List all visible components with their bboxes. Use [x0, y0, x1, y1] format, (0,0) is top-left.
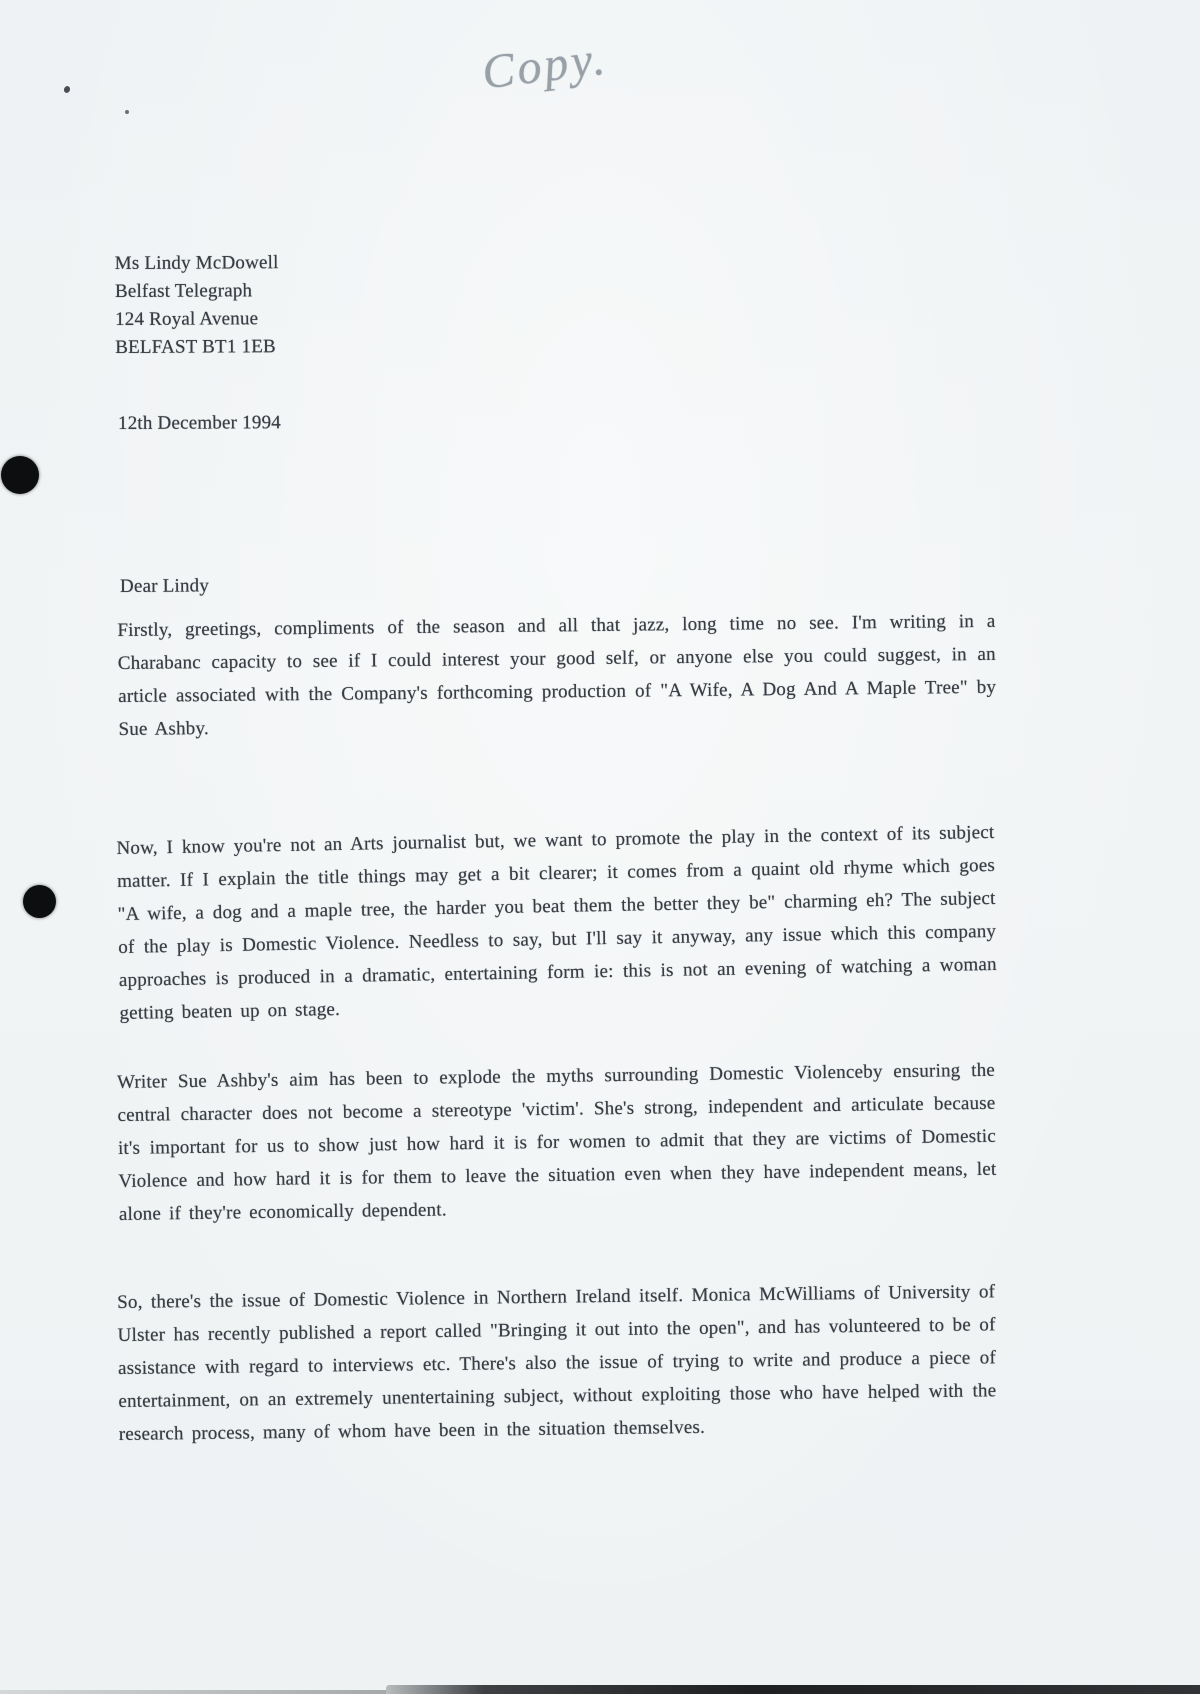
handwritten-copy-note: Copy. [479, 31, 611, 100]
address-line-street: 124 Royal Avenue [115, 308, 259, 330]
address-line-city: BELFAST BT1 1EB [115, 336, 276, 358]
address-line-org: Belfast Telegraph [114, 280, 253, 303]
scan-edge-shadow-left [0, 1690, 386, 1694]
scan-edge-shadow [386, 1685, 1200, 1694]
hole-punch-mark-top [1, 456, 39, 494]
address-line-name: Ms Lindy McDowell [114, 252, 279, 275]
recipient-address [115, 249, 279, 362]
body-paragraph-3: Writer Sue Ashby's aim has been to explode the myths surrounding Domestic Violenceby ensuring the central character does not become a stereotype 'victim'. She's strong, independent and articulate because it's important for us to show just how hard it is for women to admit that they are victims of Domestic Violence and how hard it is for them to leave the situation even when they have independent means, let alone if they're economically dependent. [116, 1059, 997, 1225]
body-paragraph-4: So, there's the issue of Domestic Violence in Northern Ireland itself. Monica McWilliams of University of Ulster has recently published a report called "Bringing it out into the open", and has volunteered to be of assistance with regard to interviews etc. There's also the issue of trying to write and produce a piece of entertainment, on an extremely unentertaining subject, without exploiting those who have helped with the research process, many of whom have been in the situation themselves. [117, 1281, 997, 1445]
hole-punch-mark-bottom [23, 885, 56, 918]
ink-speck [63, 85, 71, 94]
ink-speck [125, 110, 129, 114]
body-paragraph-1: Firstly, greetings, compliments of the season and all that jazz, long time no see. I'm writing in a Charabanc capacity to see if I could interest your good self, or anyone else you could suggest, in an article associated with the Company's forthcoming production of "A Wife, A Dog And A Maple Tree" by Sue Ashby. [117, 610, 997, 740]
body-paragraph-2: Now, I know you're not an Arts journalist but, we want to promote the play in the context of its subject matter. If I explain the title things may get a bit clearer; it comes from a quaint old rhyme which goes "A wife, a dog and a maple tree, the harder you beat them the better they be" charming eh? The subject of the play is Domestic Violence. Needless to say, but I'll say it anyway, any issue which this company approaches is produced in a dramatic, entertaining form ie: this is not an evening of watching a woman getting beaten up on stage. [116, 821, 997, 1024]
letter-date: 12th December 1994 [117, 412, 282, 434]
salutation: Dear Lindy [119, 575, 210, 597]
